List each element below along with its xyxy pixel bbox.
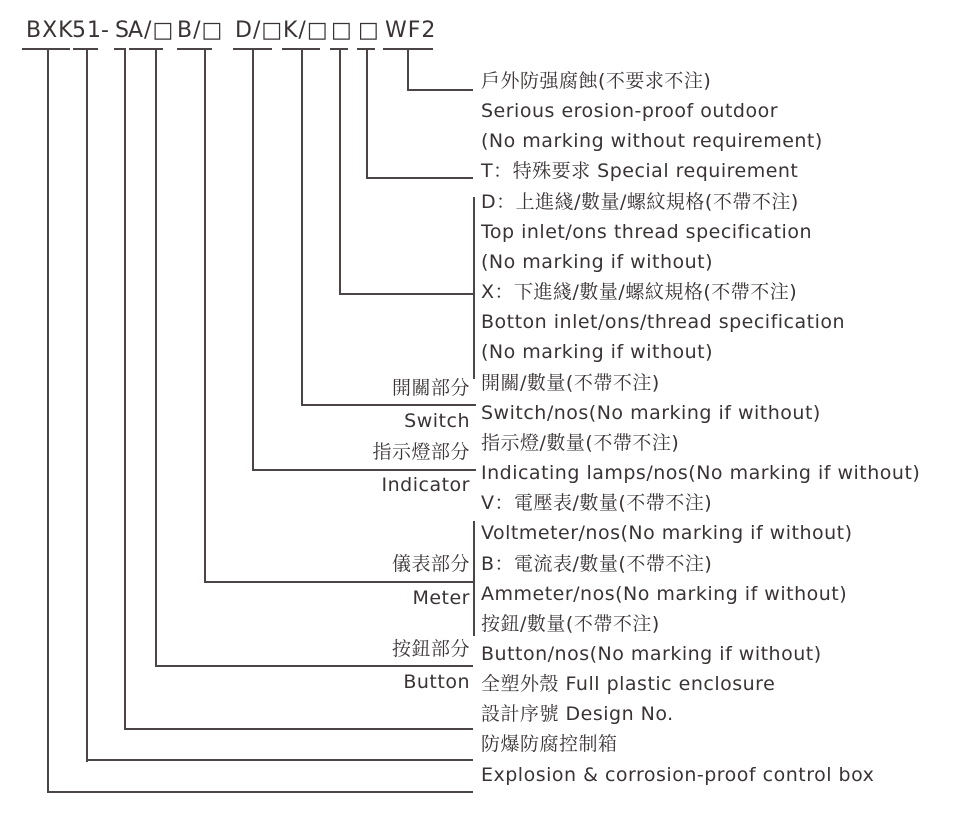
spec-line: X：下進綫/數量/螺紋規格(不帶不注) bbox=[481, 281, 798, 304]
spec-line: 按鈕/數量(不帶不注) bbox=[481, 612, 660, 635]
spec-line: (No marking without requirement) bbox=[481, 130, 823, 153]
section-label-indicator-en: Indicator bbox=[381, 474, 470, 496]
spec-line: 設計序號 Design No. bbox=[481, 703, 674, 726]
section-label-button-en: Button bbox=[403, 671, 470, 693]
connector-vertical-51 bbox=[86, 50, 88, 762]
spec-line: 開關/數量(不帶不注) bbox=[481, 371, 660, 394]
spec-line: T：特殊要求 Special requirement bbox=[481, 160, 799, 183]
connector-vertical-k bbox=[301, 50, 303, 406]
code-segment-dash: - bbox=[101, 18, 110, 43]
connector-horizontal-d bbox=[252, 469, 476, 471]
connector-horizontal-b bbox=[204, 581, 475, 583]
spec-line: 指示燈/數量(不帶不注) bbox=[481, 431, 680, 454]
code-segment-wf2: WF2 bbox=[385, 18, 437, 43]
connector-horizontal-51 bbox=[86, 759, 473, 761]
bracket-meter-options bbox=[473, 521, 475, 636]
code-segment-a: A/□ bbox=[128, 18, 175, 43]
section-label-switch-zh: 開關部分 bbox=[391, 377, 470, 399]
spec-line: 防爆防腐控制箱 bbox=[481, 733, 618, 756]
connector-horizontal-s bbox=[124, 728, 473, 730]
spec-line: Explosion & corrosion-proof control box bbox=[481, 763, 875, 786]
spec-line: Voltmeter/nos(No marking if without) bbox=[481, 522, 853, 545]
connector-horizontal-box2 bbox=[366, 177, 473, 179]
spec-column bbox=[481, 66, 920, 790]
spec-line: B：電流表/數量(不帶不注) bbox=[481, 552, 713, 575]
code-segment-box2: □ bbox=[358, 18, 380, 43]
spec-line: Serious erosion-proof outdoor bbox=[481, 100, 779, 123]
section-label-switch-en: Switch bbox=[404, 410, 470, 432]
code-underline bbox=[22, 48, 70, 50]
connector-vertical-b bbox=[204, 50, 206, 583]
connector-horizontal-a bbox=[155, 665, 473, 667]
spec-line: (No marking if without) bbox=[481, 250, 714, 273]
code-segment-k: K/□ bbox=[283, 18, 329, 43]
spec-line: D：上進綫/數量/螺紋規格(不帶不注) bbox=[481, 190, 799, 213]
connector-vertical-s bbox=[124, 50, 126, 730]
connector-horizontal-wf2 bbox=[407, 89, 473, 91]
spec-line: Top inlet/ons thread specification bbox=[481, 220, 812, 243]
section-label-indicator-zh: 指示燈部分 bbox=[372, 441, 470, 463]
spec-line: 戶外防强腐蝕(不要求不注) bbox=[481, 70, 712, 92]
code-segment-51: 51 bbox=[72, 18, 102, 43]
connector-horizontal-bxk bbox=[47, 791, 473, 793]
code-segment-b: B/□ bbox=[177, 18, 224, 43]
connector-horizontal-k bbox=[301, 404, 476, 406]
spec-line: Indicating lamps/nos(No marking if without) bbox=[481, 462, 921, 485]
code-segment-box1: □ bbox=[331, 18, 353, 43]
connector-vertical-bxk bbox=[47, 50, 49, 793]
connector-vertical-box2 bbox=[366, 50, 368, 179]
connector-vertical-a bbox=[155, 50, 157, 667]
connector-vertical-d bbox=[252, 50, 254, 471]
connector-vertical-box1 bbox=[339, 50, 341, 295]
code-segment-d: D/□ bbox=[235, 18, 284, 43]
spec-line: Botton inlet/ons/thread specification bbox=[481, 311, 846, 334]
code-segment-bxk: BXK bbox=[26, 18, 74, 43]
bracket-inlet-options bbox=[473, 197, 475, 379]
connector-vertical-wf2 bbox=[407, 50, 409, 91]
spec-line: 全塑外殼 Full plastic enclosure bbox=[481, 673, 776, 696]
spec-line: Ammeter/nos(No marking if without) bbox=[481, 582, 848, 605]
spec-line: V：電壓表/數量(不帶不注) bbox=[481, 492, 713, 515]
spec-line: (No marking if without) bbox=[481, 341, 714, 364]
section-label-meter-en: Meter bbox=[412, 587, 470, 609]
spec-line: Switch/nos(No marking if without) bbox=[481, 401, 821, 424]
section-label-button-zh: 按鈕部分 bbox=[391, 638, 470, 660]
connector-horizontal-box1 bbox=[339, 293, 475, 295]
section-label-meter-zh: 儀表部分 bbox=[391, 553, 470, 575]
spec-line: Button/nos(No marking if without) bbox=[481, 642, 822, 665]
code-segment-s: S bbox=[115, 18, 130, 43]
code-underline bbox=[129, 48, 163, 50]
code-underline bbox=[177, 48, 212, 50]
